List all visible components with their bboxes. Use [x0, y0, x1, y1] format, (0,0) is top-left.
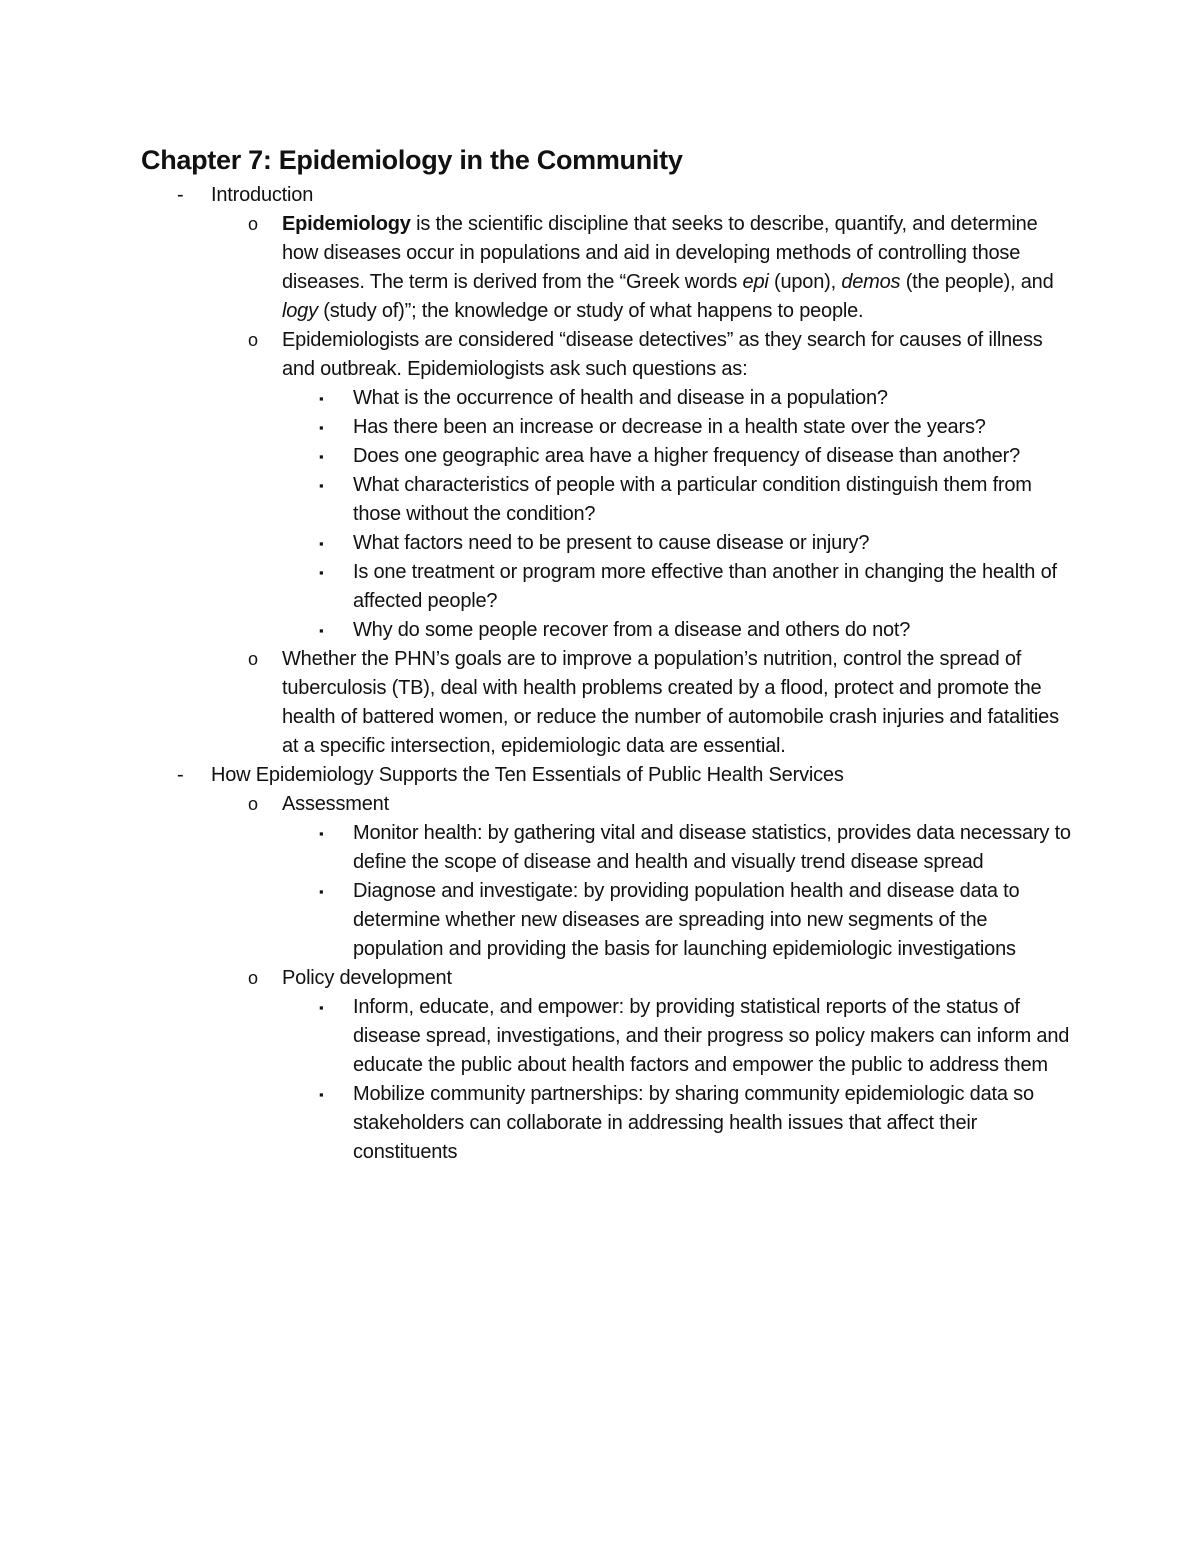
definition-text: (study of)”; the knowledge or study of what happens to people.	[317, 300, 864, 322]
question-item	[141, 471, 1071, 529]
essential-text: Mobilize community partnerships: by sharing community epidemiologic data so stakeholders can collaborate in addressing health issues that affect their constituents	[353, 1083, 1034, 1163]
question-text: What is the occurrence of health and disease in a population?	[353, 387, 888, 409]
list-item-definition	[141, 210, 1071, 326]
square-bullet: ▪	[319, 536, 324, 551]
section-heading: How Epidemiology Supports the Ten Essentials of Public Health Services	[211, 764, 844, 786]
term-logy: logy	[282, 300, 318, 322]
square-bullet: ▪	[319, 478, 324, 493]
term-demos: demos	[841, 271, 901, 293]
question-text: Is one treatment or program more effective than another in changing the health of affected people?	[353, 561, 1057, 612]
question-item	[141, 442, 1071, 471]
term-epidemiology: Epidemiology	[282, 213, 411, 235]
essential-item	[141, 993, 1071, 1080]
section-heading: Introduction	[211, 184, 314, 206]
subsection-heading: Policy development	[282, 967, 452, 989]
subsection-assessment	[141, 790, 1071, 819]
circle-bullet: o	[248, 214, 258, 234]
essential-text: Diagnose and investigate: by providing population health and disease data to determine whether new diseases are spreading into new segments of the population and providing the basis for launching epidemiologic investigations	[353, 880, 1020, 960]
subsection-heading: Assessment	[282, 793, 389, 815]
definition-text: is the scientific discipline that seeks to describe, quantify, and determine how diseases occur in populations and aid in developing methods of controlling those diseases. The term is derived from the “Greek words	[282, 213, 1038, 293]
dash-bullet: -	[177, 184, 184, 206]
square-bullet: ▪	[319, 1087, 324, 1102]
list-item-detectives	[141, 326, 1071, 384]
question-text: Does one geographic area have a higher frequency of disease than another?	[353, 445, 1020, 467]
definition-text: (upon),	[768, 271, 842, 293]
question-item	[141, 558, 1071, 616]
square-bullet: ▪	[319, 826, 324, 841]
square-bullet: ▪	[319, 565, 324, 580]
list-item-text: Epidemiologists are considered “disease detectives” as they search for causes of illness and outbreak. Epidemiologists ask such questions as:	[282, 329, 1043, 380]
question-text: Why do some people recover from a disease and others do not?	[353, 619, 911, 641]
section-ten-essentials	[141, 761, 1071, 790]
question-text: Has there been an increase or decrease in a health state over the years?	[353, 416, 986, 438]
essential-item	[141, 819, 1071, 877]
circle-bullet: o	[248, 968, 258, 988]
question-text: What characteristics of people with a particular condition distinguish them from those without the condition?	[353, 474, 1032, 525]
dash-bullet: -	[177, 764, 184, 786]
circle-bullet: o	[248, 330, 258, 350]
square-bullet: ▪	[319, 623, 324, 638]
document-page	[141, 140, 1071, 1167]
square-bullet: ▪	[319, 449, 324, 464]
square-bullet: ▪	[319, 1000, 324, 1015]
essential-item	[141, 877, 1071, 964]
circle-bullet: o	[248, 649, 258, 669]
square-bullet: ▪	[319, 391, 324, 406]
section-introduction	[141, 181, 1071, 210]
square-bullet: ▪	[319, 420, 324, 435]
essential-text: Inform, educate, and empower: by providing statistical reports of the status of disease spread, investigations, and their progress so policy makers can inform and educate the public about health factors and empower the public to address them	[353, 996, 1070, 1076]
list-item-phn	[141, 645, 1071, 761]
definition-text: (the people), and	[900, 271, 1054, 293]
question-text: What factors need to be present to cause disease or injury?	[353, 532, 870, 554]
square-bullet: ▪	[319, 884, 324, 899]
question-item	[141, 529, 1071, 558]
question-item	[141, 413, 1071, 442]
circle-bullet: o	[248, 794, 258, 814]
subsection-policy-development	[141, 964, 1071, 993]
question-item	[141, 384, 1071, 413]
question-item	[141, 616, 1071, 645]
term-epi: epi	[742, 271, 769, 293]
page-title: Chapter 7: Epidemiology in the Community	[141, 145, 683, 175]
essential-item	[141, 1080, 1071, 1167]
list-item-text: Whether the PHN’s goals are to improve a population’s nutrition, control the spread of tuberculosis (TB), deal with health problems created by a flood, protect and promote the health of battered women, or reduce the number of automobile crash injuries and fatalities at a specific intersection, epidemiologic data are essential.	[282, 648, 1059, 757]
essential-text: Monitor health: by gathering vital and disease statistics, provides data necessary to define the scope of disease and health and visually trend disease spread	[353, 822, 1071, 873]
